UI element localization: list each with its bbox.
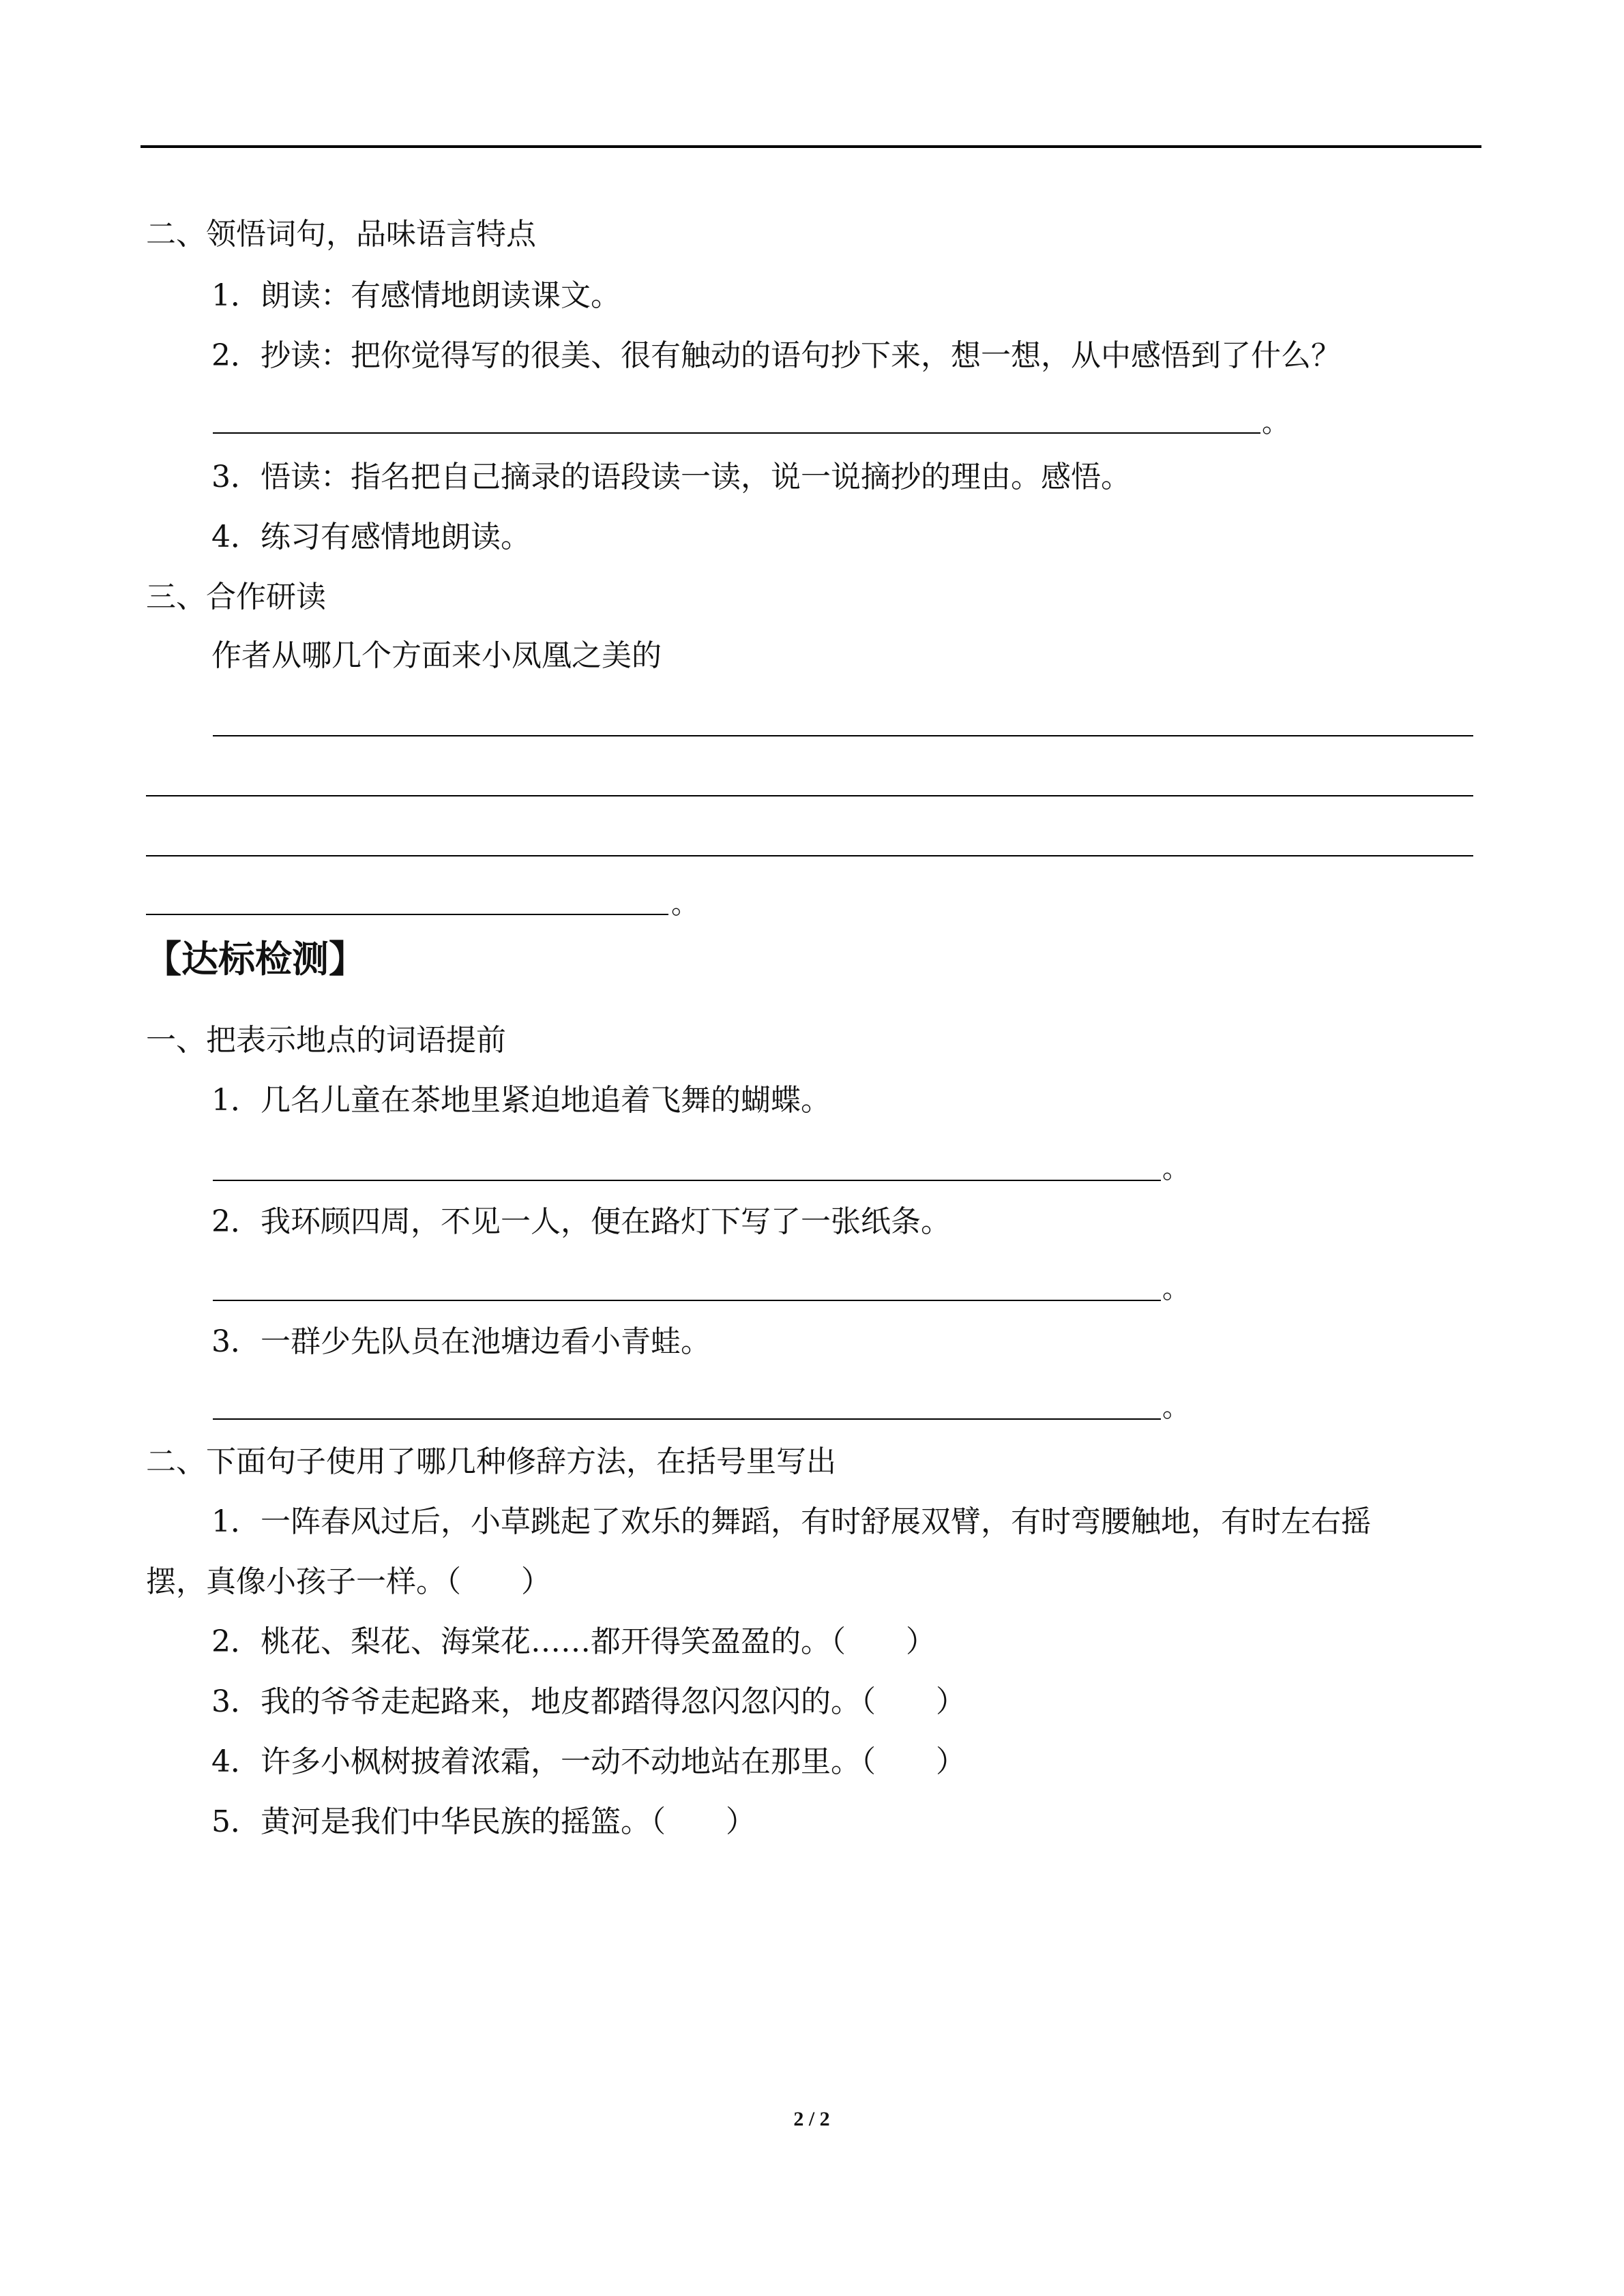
answer-line-place-1[interactable] <box>213 1180 1161 1181</box>
section-title-place-words: 一、把表示地点的词语提前 <box>146 1023 506 1058</box>
place-item-3: 3．一群少先队员在池塘边看小青蛙。 <box>211 1324 711 1359</box>
answer-line-period: 。 <box>1262 407 1289 438</box>
question-beauty-aspects: 作者从哪几个方面来小凤凰之美的 <box>211 638 662 673</box>
answer-line-cooperative-3[interactable] <box>146 855 1473 856</box>
answer-line-place-3[interactable] <box>213 1418 1161 1420</box>
answer-line-cooperative-1[interactable] <box>213 735 1473 736</box>
answer-line-period: 。 <box>1162 1273 1190 1304</box>
test-heading: 【达标检测】 <box>145 938 366 981</box>
answer-line-cooperative-2[interactable] <box>146 795 1473 796</box>
place-item-2: 2．我环顾四周，不见一人，便在路灯下写了一张纸条。 <box>211 1204 951 1239</box>
item-practice-read: 4．练习有感情地朗读。 <box>211 520 531 554</box>
answer-line-cooperative-4[interactable] <box>146 914 668 915</box>
section-title-comprehension: 二、领悟词句，品味语言特点 <box>146 217 536 252</box>
answer-line-period: 。 <box>671 889 698 920</box>
place-item-1: 1．几名儿童在茶地里紧迫地追着飞舞的蝴蝶。 <box>211 1083 831 1118</box>
answer-line-period: 。 <box>1162 1153 1190 1184</box>
rhetoric-item-1-line-1: 1．一阵春风过后，小草跳起了欢乐的舞蹈，有时舒展双臂，有时弯腰触地，有时左右摇 <box>211 1504 1371 1539</box>
rhetoric-item-1-line-2: 摆，真像小孩子一样。（ ） <box>146 1564 551 1599</box>
answer-line-period: 。 <box>1162 1392 1190 1423</box>
section-title-rhetoric: 二、下面句子使用了哪几种修辞方法，在括号里写出 <box>146 1444 836 1479</box>
item-copy-read: 2．抄读：把你觉得写的很美、很有触动的语句抄下来，想一想，从中感悟到了什么？ <box>211 338 1341 373</box>
answer-line-copy-read[interactable] <box>213 432 1260 434</box>
rhetoric-item-3: 3．我的爷爷走起路来，地皮都踏得忽闪忽闪的。（ ） <box>211 1684 966 1719</box>
section-title-cooperative: 三、合作研读 <box>146 580 326 614</box>
rhetoric-item-2: 2．桃花、梨花、海棠花……都开得笑盈盈的。（ ） <box>211 1624 936 1659</box>
rhetoric-item-5: 5．黄河是我们中华民族的摇篮。（ ） <box>211 1804 756 1839</box>
answer-line-place-2[interactable] <box>213 1300 1161 1301</box>
rhetoric-item-4: 4．许多小枫树披着浓霜，一动不动地站在那里。（ ） <box>211 1744 966 1779</box>
item-read-aloud: 1．朗读：有感情地朗读课文。 <box>211 278 621 313</box>
header-rule <box>141 145 1481 148</box>
page-number: 2 / 2 <box>793 2108 830 2130</box>
item-insight-read: 3．悟读：指名把自己摘录的语段读一读，说一说摘抄的理由。感悟。 <box>211 460 1131 494</box>
